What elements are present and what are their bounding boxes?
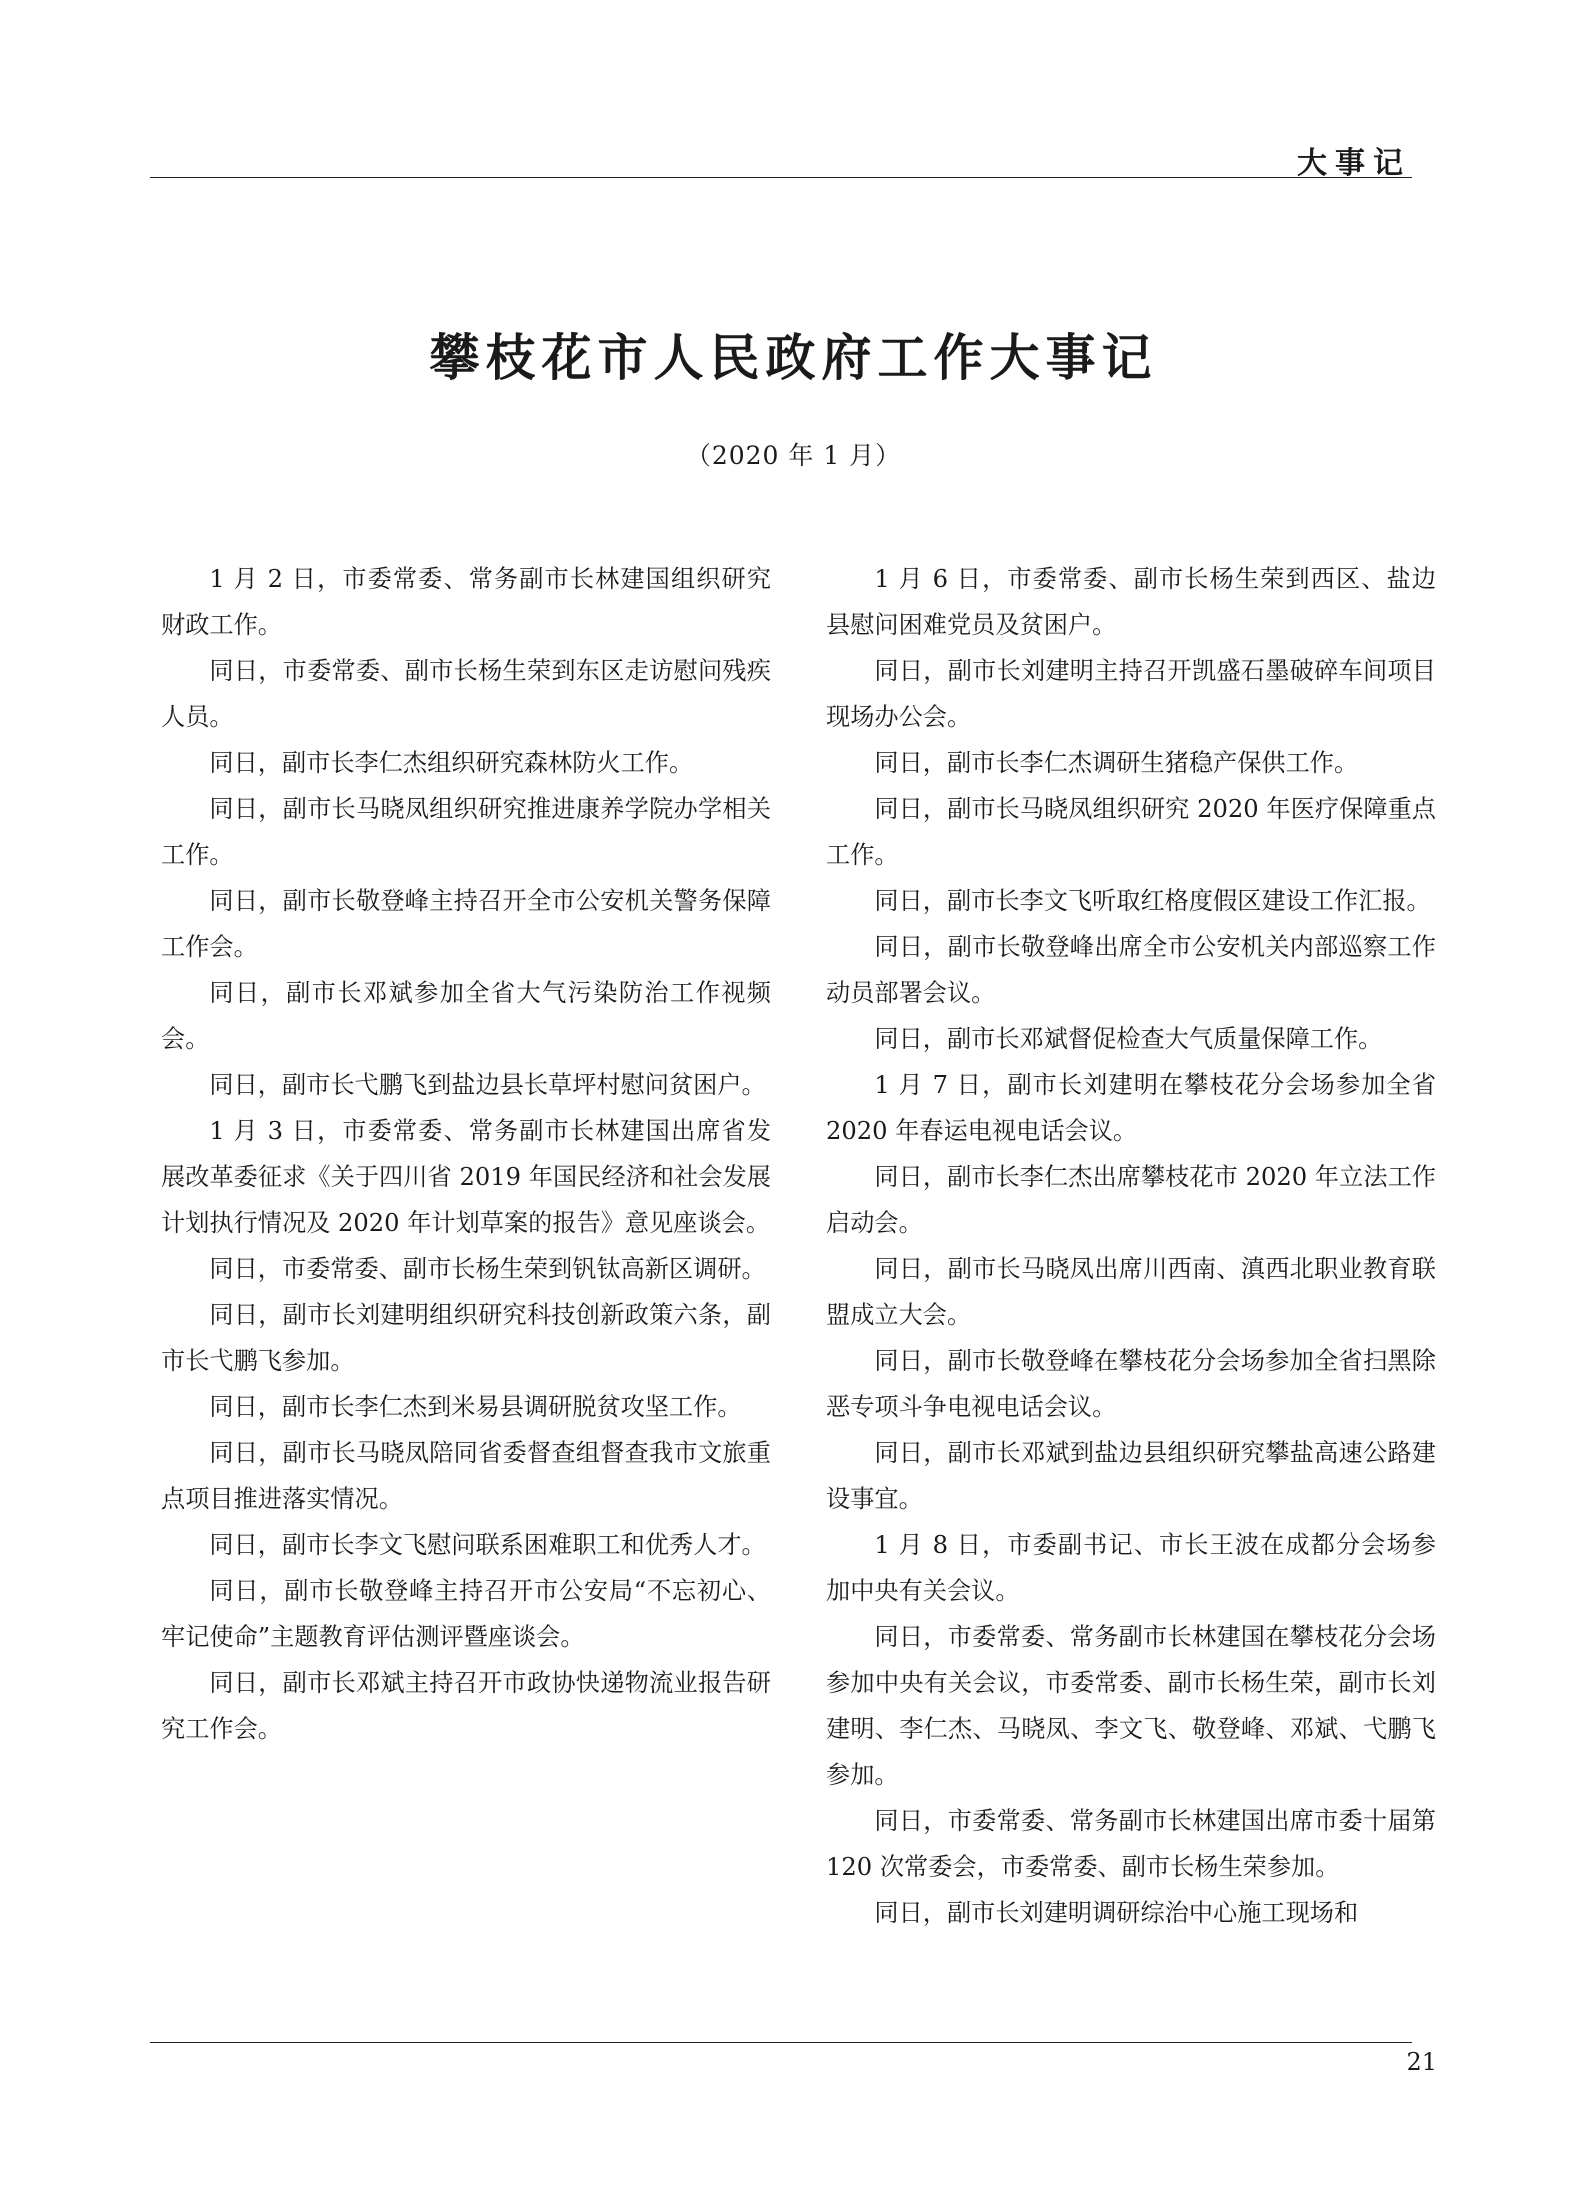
page-subtitle: （2020 年 1 月） (685, 441, 902, 470)
entry-paragraph: 同日，副市长马晓凤陪同省委督查组督查我市文旅重点项目推进落实情况。 (161, 1439, 771, 1513)
entry-paragraph: 同日，副市长敬登峰出席全市公安机关内部巡察工作动员部署会议。 (826, 933, 1436, 1007)
section-label: 大事记 (1297, 146, 1411, 181)
header-rule (150, 177, 1412, 178)
entry-paragraph: 同日，副市长刘建明调研综治中心施工现场和 (874, 1899, 1359, 1927)
entry-paragraph: 同日，副市长马晓凤出席川西南、滇西北职业教育联盟成立大会。 (826, 1255, 1436, 1329)
entry-paragraph: 1 月 2 日，市委常委、常务副市长林建国组织研究财政工作。 (161, 565, 771, 639)
entry-paragraph: 1 月 7 日，副市长刘建明在攀枝花分会场参加全省 2020 年春运电视电话会议。 (826, 1071, 1436, 1145)
footer-rule (150, 2042, 1412, 2043)
entry-paragraph: 同日，副市长邓斌督促检查大气质量保障工作。 (874, 1025, 1383, 1053)
entry-paragraph: 同日，副市长邓斌参加全省大气污染防治工作视频会。 (161, 979, 771, 1053)
entry-paragraph: 同日，副市长敬登峰在攀枝花分会场参加全省扫黑除恶专项斗争电视电话会议。 (826, 1347, 1436, 1421)
entry-paragraph: 同日，市委常委、常务副市长林建国在攀枝花分会场参加中央有关会议，市委常委、副市长杨生荣，副市长刘建明、李仁杰、马晓凤、李文飞、敬登峰、邓斌、弋鹏飞参加。 (826, 1623, 1436, 1789)
right-column (826, 556, 1436, 1936)
entry-paragraph: 同日，市委常委、常务副市长林建国出席市委十届第 120 次常委会，市委常委、副市长杨生荣参加。 (826, 1807, 1436, 1881)
entry-paragraph: 1 月 8 日，市委副书记、市长王波在成都分会场参加中央有关会议。 (826, 1531, 1436, 1605)
entry-paragraph: 同日，副市长邓斌主持召开市政协快递物流业报告研究工作会。 (161, 1669, 771, 1743)
entry-paragraph: 同日，副市长马晓凤组织研究 2020 年医疗保障重点工作。 (826, 795, 1436, 869)
page-number: 21 (1406, 2048, 1437, 2076)
entry-paragraph: 同日，副市长李文飞听取红格度假区建设工作汇报。 (874, 887, 1431, 915)
entry-paragraph: 同日，副市长李仁杰组织研究森林防火工作。 (209, 749, 694, 777)
entry-paragraph: 同日，副市长刘建明组织研究科技创新政策六条，副市长弋鹏飞参加。 (161, 1301, 771, 1375)
left-column (161, 556, 771, 1752)
entry-paragraph: 同日，副市长李仁杰调研生猪稳产保供工作。 (874, 749, 1359, 777)
entry-paragraph: 同日，副市长敬登峰主持召开市公安局“不忘初心、牢记使命”主题教育评估测评暨座谈会。 (161, 1577, 771, 1651)
entry-paragraph: 同日，市委常委、副市长杨生荣到东区走访慰问残疾人员。 (161, 657, 771, 731)
entry-paragraph: 同日，市委常委、副市长杨生荣到钒钛高新区调研。 (209, 1255, 766, 1283)
entry-paragraph: 同日，副市长弋鹏飞到盐边县长草坪村慰问贫困户。 (209, 1071, 766, 1099)
entry-paragraph: 1 月 6 日，市委常委、副市长杨生荣到西区、盐边县慰问困难党员及贫困户。 (826, 565, 1436, 639)
entry-paragraph: 同日，副市长马晓凤组织研究推进康养学院办学相关工作。 (161, 795, 771, 869)
entry-paragraph: 1 月 3 日，市委常委、常务副市长林建国出席省发展改革委征求《关于四川省 2019 年国民经济和社会发展计划执行情况及 2020 年计划草案的报告》意见座谈会。 (161, 1117, 771, 1237)
entry-paragraph: 同日，副市长刘建明主持召开凯盛石墨破碎车间项目现场办公会。 (826, 657, 1436, 731)
entry-paragraph: 同日，副市长邓斌到盐边县组织研究攀盐高速公路建设事宜。 (826, 1439, 1436, 1513)
entry-paragraph: 同日，副市长敬登峰主持召开全市公安机关警务保障工作会。 (161, 887, 771, 961)
page-title: 攀枝花市人民政府工作大事记 (429, 328, 1158, 387)
entry-paragraph: 同日，副市长李仁杰出席攀枝花市 2020 年立法工作启动会。 (826, 1163, 1436, 1237)
entry-paragraph: 同日，副市长李文飞慰问联系困难职工和优秀人才。 (209, 1531, 766, 1559)
entry-paragraph: 同日，副市长李仁杰到米易县调研脱贫攻坚工作。 (209, 1393, 742, 1421)
